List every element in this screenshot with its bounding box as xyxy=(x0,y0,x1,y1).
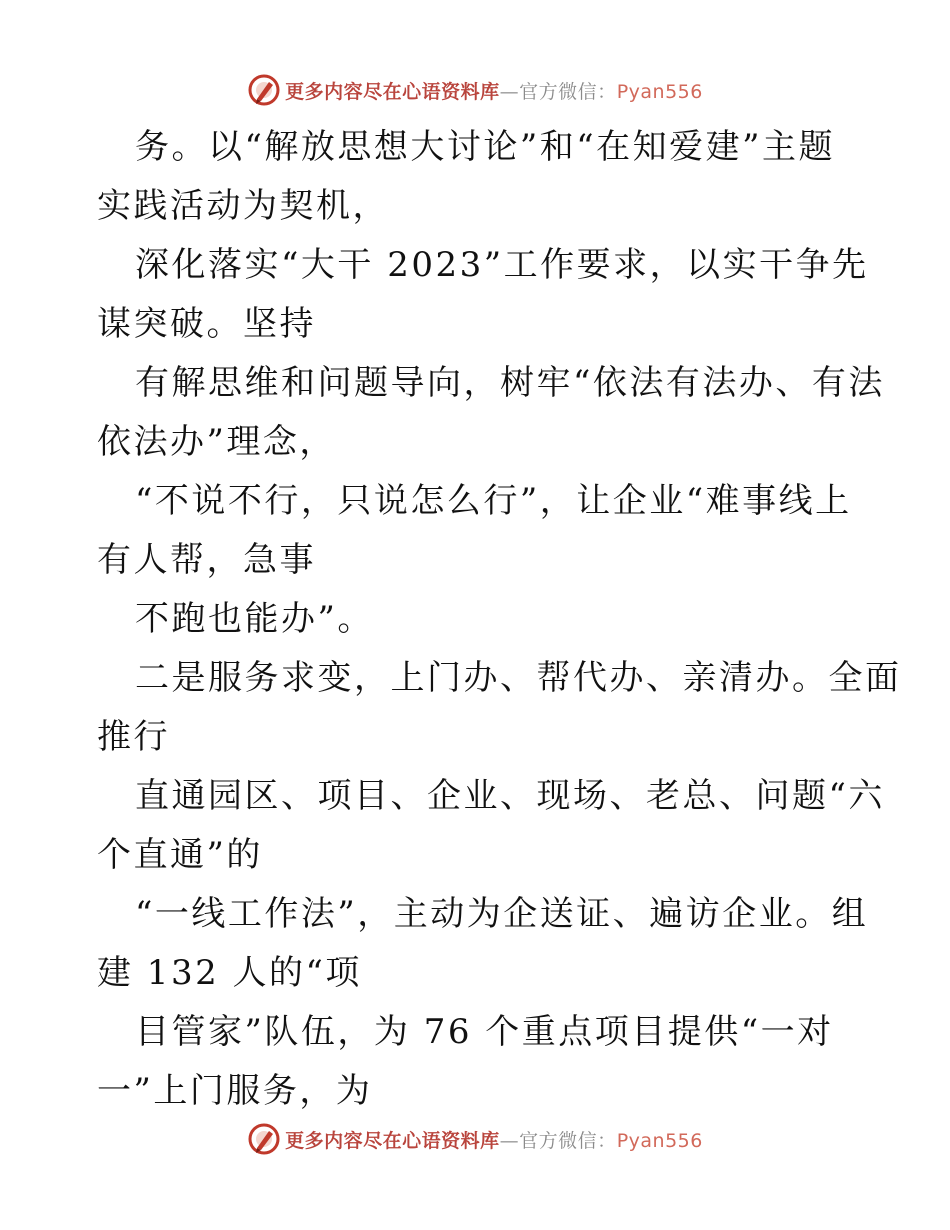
text-line: 直通园区、项目、企业、现场、老总、问题“六 xyxy=(135,776,885,816)
text-line: 建 132 人的“项 xyxy=(97,953,362,993)
text-line: 二是服务求变，上门办、帮代办、亲清办。全面 xyxy=(135,658,902,698)
text-line: 个直通”的 xyxy=(97,835,263,875)
footer-brand-text: 更多内容尽在心语资料库 xyxy=(285,1129,500,1152)
text-line: 务。以“解放思想大讨论”和“在知爱建”主题 xyxy=(135,127,836,167)
header-watermark xyxy=(0,70,950,110)
text-line: 有人帮，急事 xyxy=(97,540,316,580)
text-line: 有解思维和问题导向，树牢“依法有法办、有法 xyxy=(135,363,885,403)
pen-nib-logo-icon xyxy=(247,1122,281,1156)
header-brand-text: 更多内容尽在心语资料库 xyxy=(285,80,500,103)
footer-watermark xyxy=(0,1119,950,1159)
text-line: 一”上门服务，为 xyxy=(97,1071,373,1111)
text-line: 目管家”队伍，为 76 个重点项目提供“一对 xyxy=(135,1012,834,1052)
header-dash: — xyxy=(499,80,520,103)
text-line: 深化落实“大干 2023”工作要求，以实干争先 xyxy=(135,245,869,285)
footer-dash: — xyxy=(499,1129,520,1152)
text-line: “一线工作法”，主动为企送证、遍访企业。组 xyxy=(135,894,869,934)
text-line: 谋突破。坚持 xyxy=(97,304,316,344)
text-line: 推行 xyxy=(97,717,170,757)
text-line: 不跑也能办”。 xyxy=(135,599,374,639)
header-wechat-label: 官方微信： xyxy=(519,80,617,103)
footer-wechat-label: 官方微信： xyxy=(519,1129,617,1152)
header-wechat-id: Pyan556 xyxy=(616,80,703,103)
text-line: 依法办”理念， xyxy=(97,422,336,462)
pen-nib-logo-icon xyxy=(247,73,281,107)
text-line: “不说不行，只说怎么行”，让企业“难事线上 xyxy=(135,481,852,521)
footer-wechat-id: Pyan556 xyxy=(616,1129,703,1152)
document-body xyxy=(97,118,902,1121)
text-line: 实践活动为契机， xyxy=(97,186,389,226)
